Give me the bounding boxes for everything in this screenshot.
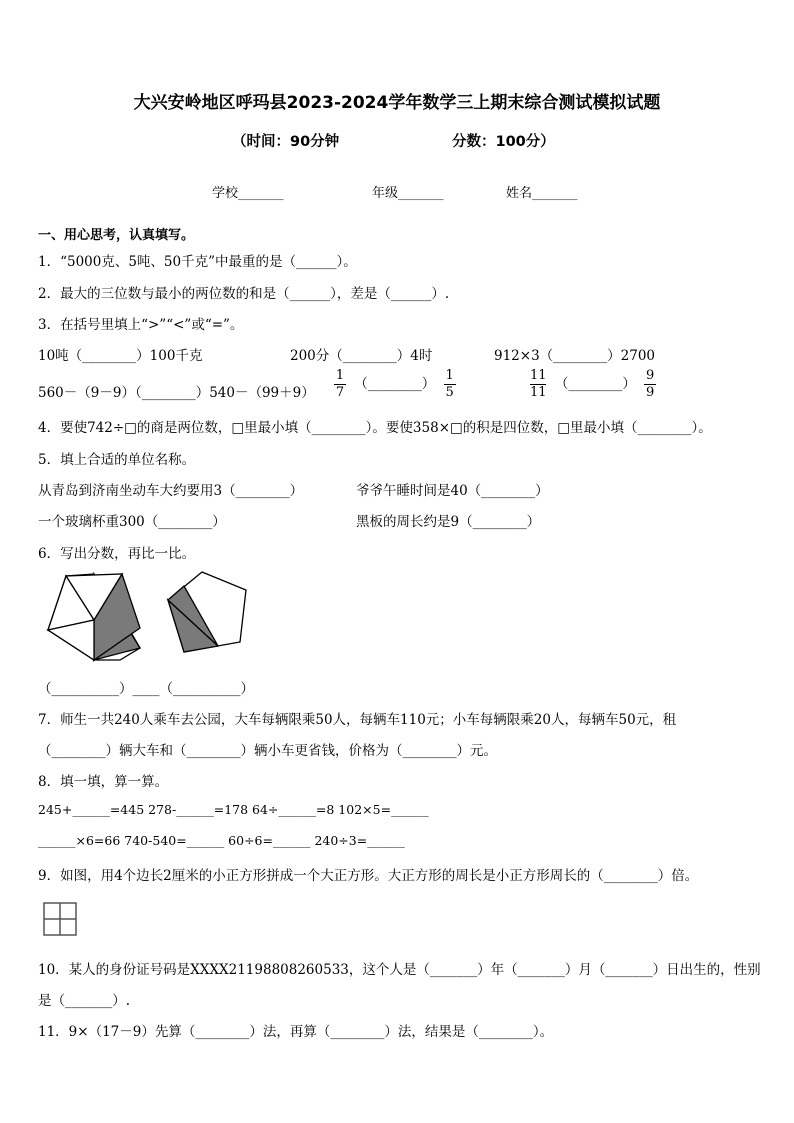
question-7-line1: 7．师生一共240人乘车去公园，大车每辆限乘50人，每辆车110元；小车每辆限乘20人，每辆车50元，租 (38, 712, 677, 728)
question-3d: 560－（9－9）（________）540－（99＋9） (38, 385, 315, 401)
page-title: 大兴安岭地区呼玛县2023-2024学年数学三上期末综合测试模拟试题 (133, 93, 661, 113)
numerator: 1 (445, 368, 454, 383)
question-5a: 从青岛到济南坐动车大约要用3（________） (38, 483, 304, 499)
question-5b: 爷爷午睡时间是40（________） (356, 483, 549, 499)
square-grid-figure (43, 902, 77, 936)
fraction-11-11 (530, 368, 547, 401)
question-3f (526, 368, 660, 401)
denominator: 11 (530, 385, 547, 400)
numerator: 9 (646, 368, 655, 383)
fraction-1-5 (444, 368, 456, 401)
denominator: 7 (335, 385, 345, 400)
grade-field: 年级_______ (372, 186, 444, 201)
section-heading: 一、用心思考，认真填写。 (38, 228, 195, 243)
time-label: （时间：90分钟 (232, 134, 340, 150)
numerator: 1 (335, 368, 345, 383)
school-field: 学校_______ (212, 186, 284, 201)
denominator: 9 (646, 385, 655, 400)
question-3e (330, 368, 460, 401)
question-10-line1: 10．某人的身份证号码是XXXX21198808260533，这个人是（_______）年（_______）月（_______）日出生的，性别 (38, 962, 761, 978)
question-3c: 912×3（________）2700 (494, 348, 656, 364)
question-3a: 10吨（________）100千克 (38, 348, 203, 364)
question-3b: 200分（________）4时 (290, 348, 433, 364)
denominator: 5 (445, 385, 454, 400)
question-5: 5．填上合适的单位名称。 (38, 452, 196, 468)
fraction-9-9 (644, 368, 656, 401)
question-6-answer: （__________）____（__________） (38, 681, 254, 697)
question-8-row1: 245+______=445 278-______=178 64÷______=8 102×5=______ (38, 802, 429, 817)
question-8: 8．填一填，算一算。 (38, 774, 169, 790)
pentagon-figure-1 (44, 570, 144, 666)
answer-blank: （________） (554, 376, 636, 392)
question-9: 9．如图，用4个边长2厘米的小正方形拼成一个大正方形。大正方形的周长是小正方形周长的（________）倍。 (38, 868, 699, 884)
question-6: 6．写出分数，再比一比。 (38, 546, 196, 562)
question-4: 4．要使742÷□的商是两位数，□里最小填（________）。要使358×□的积是四位数，□里最小填（________）。 (38, 420, 712, 436)
question-10-line2: 是（_______）. (38, 993, 131, 1009)
question-11: 11．9×（17－9）先算（________）法，再算（________）法，结果是（________）。 (38, 1024, 554, 1040)
question-5c: 一个玻璃杯重300（________） (38, 514, 226, 530)
name-field: 姓名_______ (506, 186, 578, 201)
question-3: 3．在括号里填上“>”“<”或“=”。 (38, 317, 244, 333)
question-1: 1．“5000克、5吨、50千克”中最重的是（______）。 (38, 254, 357, 270)
question-5d: 黑板的周长约是9（________） (356, 514, 541, 530)
numerator: 11 (530, 368, 547, 383)
fraction-1-7 (334, 368, 346, 401)
question-7-line2: （________）辆大车和（________）辆小车更省钱，价格为（________）元。 (38, 743, 497, 759)
pentagon-figure-2 (164, 570, 256, 656)
question-2: 2．最大的三位数与最小的两位数的和是（______），差是（______）. (38, 286, 450, 302)
question-8-row2: ______×6=66 740-540=______ 60÷6=______ 240÷3=______ (38, 833, 405, 848)
score-label: 分数：100分） (452, 134, 555, 150)
answer-blank: （________） (354, 376, 436, 392)
